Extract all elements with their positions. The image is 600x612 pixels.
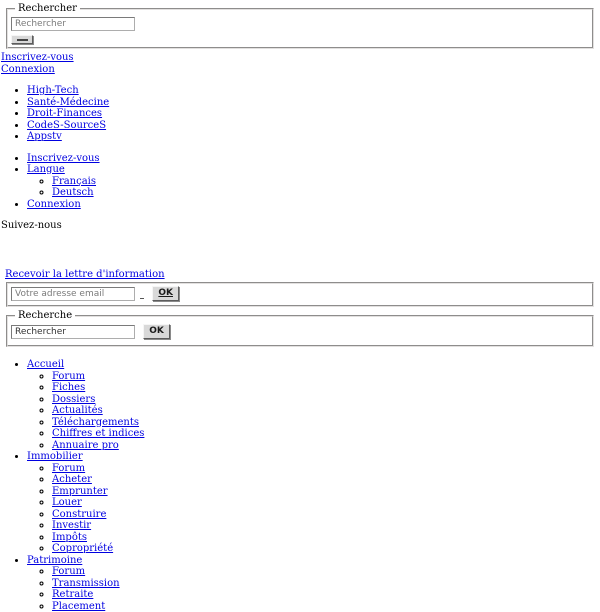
auth-links bbox=[1, 52, 600, 75]
list-item bbox=[52, 601, 600, 612]
list-item bbox=[27, 108, 600, 120]
list-item bbox=[52, 417, 600, 429]
nav-sublink-retraite[interactable]: Retraite bbox=[52, 589, 93, 600]
list-item bbox=[52, 382, 600, 394]
nav-sublink-annuaire-pro[interactable]: Annuaire pro bbox=[52, 440, 119, 451]
nav-sublink-fiches[interactable]: Fiches bbox=[52, 382, 85, 393]
signup-link[interactable]: Inscrivez-vous bbox=[1, 52, 600, 64]
nav-sublink-accueil-forum[interactable]: Forum bbox=[52, 371, 85, 382]
sites-menu-link-sante-medecine[interactable]: Santé-Médecine bbox=[27, 97, 109, 108]
nav-sublink-emprunter[interactable]: Emprunter bbox=[52, 486, 108, 497]
list-item bbox=[52, 589, 600, 601]
list-item bbox=[52, 509, 600, 521]
nav-sublink-actualites[interactable]: Actualités bbox=[52, 405, 103, 416]
list-item bbox=[27, 555, 600, 612]
nav-sublink-louer[interactable]: Louer bbox=[52, 497, 82, 508]
patrimoine-submenu bbox=[27, 566, 600, 612]
nav-sublink-impots[interactable]: Impôts bbox=[52, 532, 87, 543]
login-link[interactable]: Connexion bbox=[1, 64, 600, 76]
list-item bbox=[27, 164, 600, 199]
site-search-fieldset bbox=[6, 310, 594, 347]
language-submenu bbox=[27, 176, 600, 199]
nav-sublink-investir[interactable]: Investir bbox=[52, 520, 91, 531]
nav-sublink-transmission[interactable]: Transmission bbox=[52, 578, 120, 589]
newsletter-email-input[interactable] bbox=[11, 287, 135, 301]
sites-menu-link-appstv[interactable]: Appstv bbox=[27, 131, 62, 142]
list-item bbox=[27, 120, 600, 132]
user-menu-login-link[interactable]: Connexion bbox=[27, 199, 81, 210]
nav-link-immobilier[interactable]: Immobilier bbox=[27, 451, 83, 462]
main-nav bbox=[0, 359, 600, 612]
user-menu-signup-link[interactable]: Inscrivez-vous bbox=[27, 153, 100, 164]
list-item bbox=[52, 394, 600, 406]
stray-underscore-mark bbox=[140, 298, 144, 299]
list-item bbox=[52, 543, 600, 555]
sites-menu bbox=[0, 85, 600, 143]
language-link-francais[interactable]: Français bbox=[52, 176, 96, 187]
nav-sublink-copropriete[interactable]: Copropriété bbox=[52, 543, 113, 554]
site-search-input[interactable] bbox=[11, 325, 135, 339]
nav-sublink-placement[interactable]: Placement bbox=[52, 601, 105, 612]
user-menu bbox=[0, 153, 600, 211]
list-item bbox=[27, 131, 600, 143]
page-root bbox=[0, 3, 600, 612]
empty-widgets-area bbox=[0, 231, 600, 269]
user-menu-language-link[interactable]: Langue bbox=[27, 164, 65, 175]
top-search-legend: Rechercher bbox=[15, 3, 80, 15]
newsletter-link[interactable]: Recevoir la lettre d'information bbox=[5, 269, 165, 280]
newsletter-fieldset bbox=[6, 282, 594, 307]
list-item bbox=[52, 440, 600, 452]
top-search-input[interactable] bbox=[11, 17, 135, 31]
list-item bbox=[27, 97, 600, 109]
dash-icon bbox=[17, 39, 28, 41]
nav-sublink-dossiers[interactable]: Dossiers bbox=[52, 394, 95, 405]
nav-link-patrimoine[interactable]: Patrimoine bbox=[27, 555, 82, 566]
newsletter-row bbox=[5, 269, 600, 280]
sites-menu-link-droit-finances[interactable]: Droit-Finances bbox=[27, 108, 102, 119]
list-item bbox=[52, 578, 600, 590]
list-item bbox=[27, 199, 600, 211]
list-item bbox=[27, 451, 600, 555]
nav-sublink-telechargements[interactable]: Téléchargements bbox=[52, 417, 139, 428]
nav-link-accueil[interactable]: Accueil bbox=[27, 359, 64, 370]
follow-us-label: Suivez-nous bbox=[1, 220, 600, 231]
list-item bbox=[52, 532, 600, 544]
list-item bbox=[27, 85, 600, 97]
list-item bbox=[52, 176, 600, 188]
nav-sublink-immobilier-forum[interactable]: Forum bbox=[52, 463, 85, 474]
immobilier-submenu bbox=[27, 463, 600, 555]
list-item bbox=[52, 405, 600, 417]
list-item bbox=[52, 486, 600, 498]
nav-sublink-chiffres-et-indices[interactable]: Chiffres et indices bbox=[52, 428, 144, 439]
list-item bbox=[52, 474, 600, 486]
list-item bbox=[52, 428, 600, 440]
list-item bbox=[52, 187, 600, 199]
list-item bbox=[27, 153, 600, 165]
list-item bbox=[52, 463, 600, 475]
site-search-ok-button[interactable]: OK bbox=[143, 324, 170, 339]
top-search-submit-button[interactable] bbox=[11, 35, 33, 44]
language-link-deutsch[interactable]: Deutsch bbox=[52, 187, 94, 198]
site-search-legend: Recherche bbox=[15, 310, 75, 322]
accueil-submenu bbox=[27, 371, 600, 452]
nav-sublink-patrimoine-forum[interactable]: Forum bbox=[52, 566, 85, 577]
list-item bbox=[27, 359, 600, 451]
list-item bbox=[52, 371, 600, 383]
list-item bbox=[52, 497, 600, 509]
list-item bbox=[52, 520, 600, 532]
list-item bbox=[52, 566, 600, 578]
newsletter-ok-button[interactable]: OK bbox=[152, 286, 179, 301]
sites-menu-link-high-tech[interactable]: High-Tech bbox=[27, 85, 79, 96]
nav-sublink-construire[interactable]: Construire bbox=[52, 509, 106, 520]
top-search-fieldset bbox=[6, 3, 594, 49]
sites-menu-link-codes-sources[interactable]: CodeS-SourceS bbox=[27, 120, 106, 131]
nav-sublink-acheter[interactable]: Acheter bbox=[52, 474, 92, 485]
